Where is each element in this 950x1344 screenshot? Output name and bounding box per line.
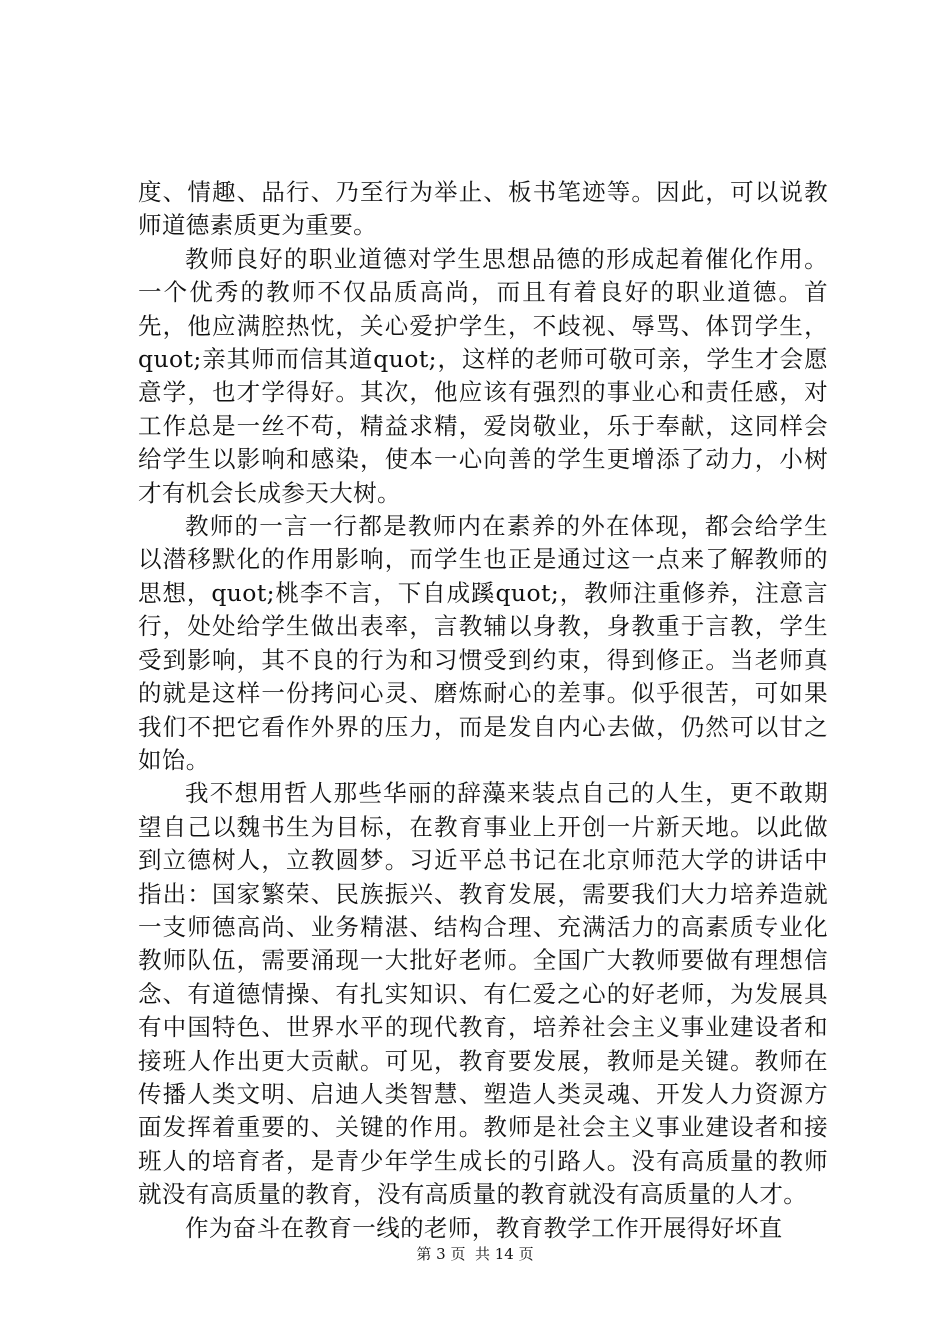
- paragraph: 教师的一言一行都是教师内在素养的外在体现，都会给学生以潜移默化的作用影响，而学生也正是通过这一点来了解教师的思想，quot;桃李不言，下自成蹊quot;，教师注重修养，注意言行，处处给学生做出表率，言教辅以身教，身教重于言教，学生受到影响，其不良的行为和习惯受到约束，得到修正。当老师真的就是这样一份拷问心灵、磨炼耐心的差事。似乎很苦，可如果我们不把它看作外界的压力，而是发自内心去做，仍然可以甘之如饴。: [138, 512, 828, 774]
- document-body: [138, 176, 828, 1245]
- paragraph: 作为奋斗在教育一线的老师，教育教学工作开展得好坏直: [185, 1213, 783, 1242]
- page-footer: [0, 1244, 950, 1264]
- paragraph: 我不想用哲人那些华丽的辞藻来装点自己的人生，更不敢期望自己以魏书生为目标，在教育事业上开创一片新天地。以此做到立德树人，立教圆梦。习近平总书记在北京师范大学的讲话中指出：国家繁荣、民族振兴、教育发展，需要我们大力培养造就一支师德高尚、业务精湛、结构合理、充满活力的高素质专业化教师队伍，需要涌现一大批好老师。全国广大教师要做有理想信念、有道德情操、有扎实知识、有仁爱之心的好老师，为发展具有中国特色、世界水平的现代教育，培养社会主义事业建设者和接班人作出更大贡献。可见，教育要发展，教师是关键。教师在传播人类文明、启迪人类智慧、塑造人类灵魂、开发人力资源方面发挥着重要的、关键的作用。教师是社会主义事业建设者和接班人的培育者，是青少年学生成长的引路人。没有高质量的教师就没有高质量的教育，没有高质量的教育就没有高质量的人才。: [138, 779, 828, 1209]
- page-number: 第 3 页 共 14 页: [416, 1245, 534, 1263]
- paragraph: 教师良好的职业道德对学生思想品德的形成起着催化作用。一个优秀的教师不仅品质高尚，而且有着良好的职业道德。首先，他应满腔热忱，关心爱护学生，不歧视、辱骂、体罚学生，quot;亲其师而信其道quot;，这样的老师可敬可亲，学生才会愿意学，也才学得好。其次，他应该有强烈的事业心和责任感，对工作总是一丝不苟，精益求精，爱岗敬业，乐于奉献，这同样会给学生以影响和感染，使本一心向善的学生更增添了动力，小树才有机会长成参天大树。: [138, 244, 828, 507]
- paragraph-continuation: 度、情趣、品行、乃至行为举止、板书笔迹等。因此，可以说教师道德素质更为重要。: [138, 178, 828, 240]
